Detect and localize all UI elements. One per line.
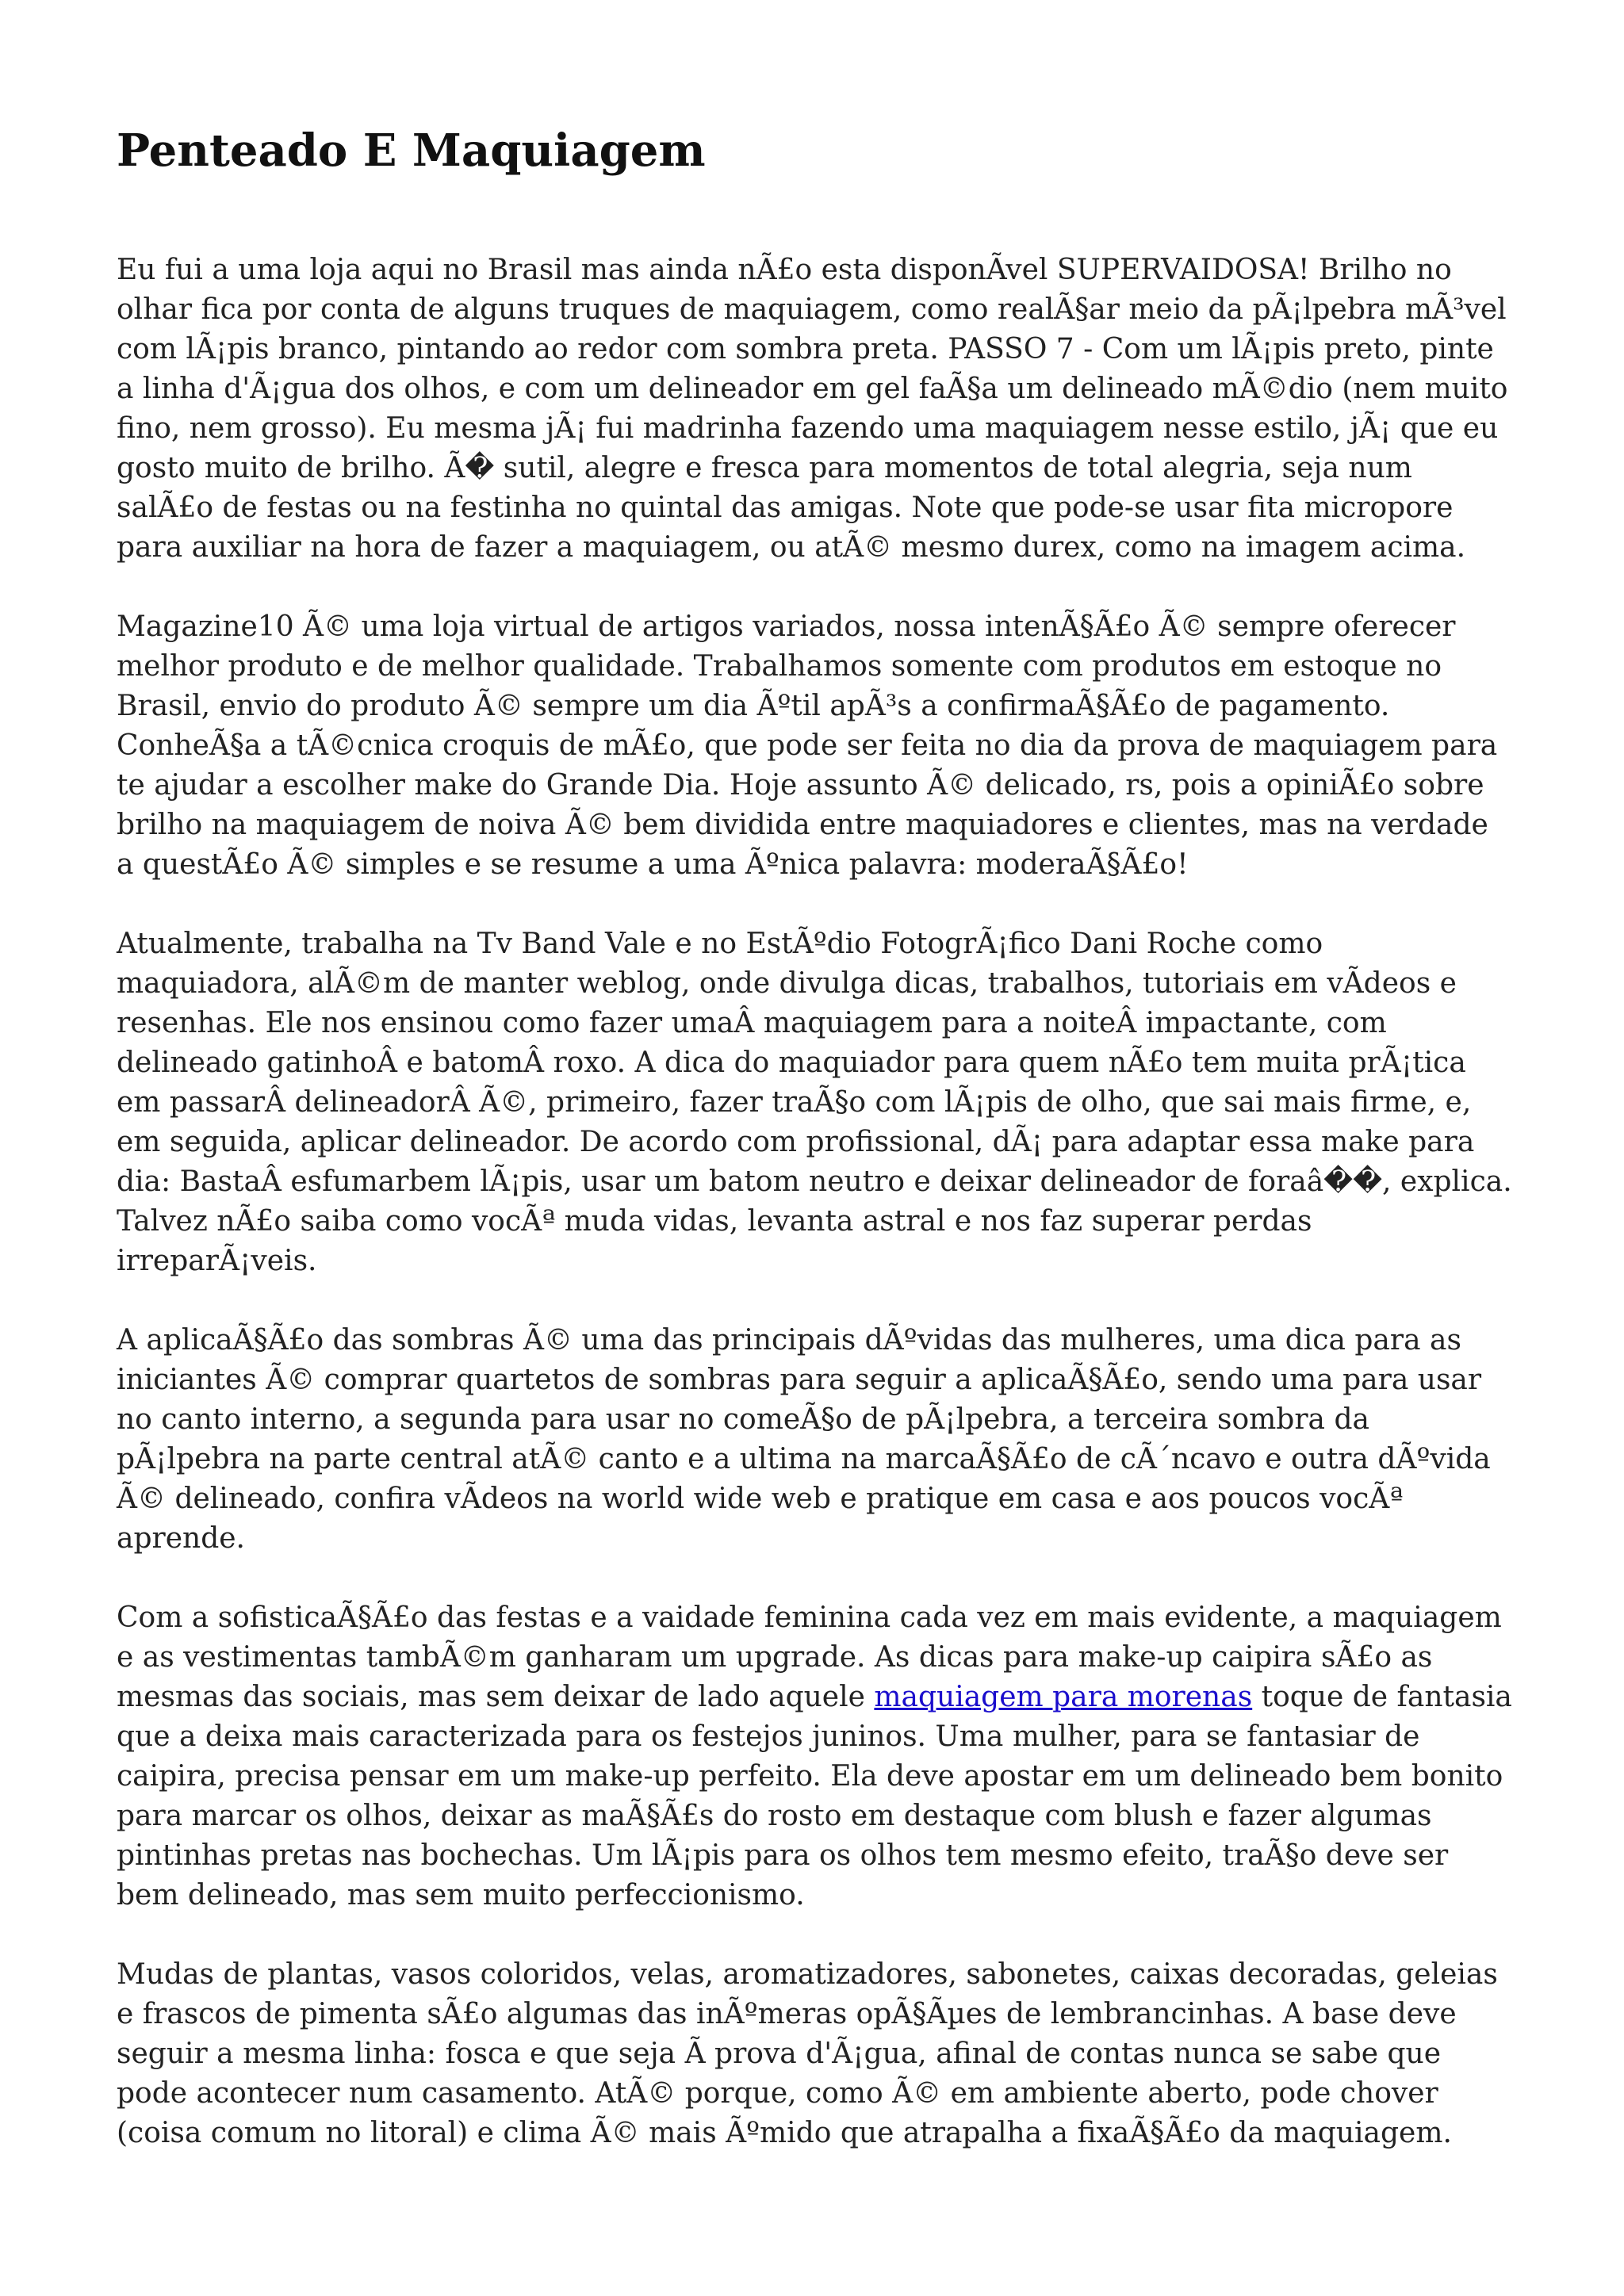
page-title: Penteado E Maquiagem [117, 124, 706, 177]
paragraph-5-text-after: toque de fantasia que a deixa mais caracterizada para os festejos juninos. Uma mulher, para se fantasiar de caipira, precisa pensar em um make-up perfeito. Ela deve apostar em um delineado bem bonito para marcar os olhos, deixar as maÃ§Ã£s do rosto em destaque com blush e fazer algumas pintinhas pretas nas bochechas. Um lÃ¡pis para os olhos tem mesmo efeito, traÃ§o deve ser bem delineado, mas sem muito perfeccionismo. [117, 1681, 1512, 1911]
paragraph-6: Mudas de plantas, vasos coloridos, velas, aromatizadores, sabonetes, caixas decoradas, geleias e frascos de pimenta sÃ£o algumas das inÃºmeras opÃ§Ãµes de lembrancinhas. A base deve seguir a mesma linha: fosca e que seja Ã prova d'Ã¡gua, afinal de contas nunca se sabe que pode acontecer num casamento. AtÃ© porque, como Ã© em ambiente aberto, pode chover (coisa comum no litoral) e clima Ã© mais Ãºmido que atrapalha a fixaÃ§Ã£o da maquiagem. [117, 1958, 1498, 2149]
paragraph-5-text-before: Com a sofisticaÃ§Ã£o das festas e a vaidade feminina cada vez em mais evidente, a maquiagem e as vestimentas tambÃ©m ganharam um upgrade. As dicas para make-up caipira sÃ£o as mesmas das sociais, mas sem deixar de lado aquele [117, 1601, 1502, 1713]
document-page [117, 119, 1512, 2153]
paragraph-2: Magazine10 Ã© uma loja virtual de artigos variados, nossa intenÃ§Ã£o Ã© sempre oferecer melhor produto e de melhor qualidade. Trabalhamos somente com produtos em estoque no Brasil, envio do produto Ã© sempre um dia Ãºtil apÃ³s a confirmaÃ§Ã£o de pagamento. ConheÃ§a a tÃ©cnica croquis de mÃ£o, que pode ser feita no dia da prova de maquiagem para te ajudar a escolher make do Grande Dia. Hoje assunto Ã© delicado, rs, pois a opiniÃ£o sobre brilho na maquiagem de noiva Ã© bem dividida entre maquiadores e clientes, mas na verdade a questÃ£o Ã© simples e se resume a uma Ãºnica palavra: moderaÃ§Ã£o! [117, 610, 1498, 881]
maquiagem-para-morenas-link[interactable]: maquiagem para morenas [874, 1681, 1253, 1713]
paragraph-3: Atualmente, trabalha na Tv Band Vale e no EstÃºdio FotogrÃ¡fico Dani Roche como maquiadora, alÃ©m de manter weblog, onde divulga dicas, trabalhos, tutoriais em vÃdeos e resenhas. Ele nos ensinou como fazer umaÂ maquiagem para a noiteÂ impactante, com delineado gatinhoÂ e batomÂ roxo. A dica do maquiador para quem nÃ£o tem muita prÃ¡tica em passarÂ delineadorÂ Ã©, primeiro, fazer traÃ§o com lÃ¡pis de olho, que sai mais firme, e, em seguida, aplicar delineador. De acordo com profissional, dÃ¡ para adaptar essa make para dia: BastaÂ esfumarbem lÃ¡pis, usar um batom neutro e deixar delineador de foraâ��, explica. Talvez nÃ£o saiba como vocÃª muda vidas, levanta astral e nos faz superar perdas irreparÃ¡veis. [117, 928, 1512, 1277]
paragraph-4: A aplicaÃ§Ã£o das sombras Ã© uma das principais dÃºvidas das mulheres, uma dica para as iniciantes Ã© comprar quartetos de sombras para seguir a aplicaÃ§Ã£o, sendo uma para usar no canto interno, a segunda para usar no comeÃ§o de pÃ¡lpebra, a terceira sombra da pÃ¡lpebra na parte central atÃ© canto e a ultima na marcaÃ§Ã£o de cÃ´ncavo e outra dÃºvida Ã© delineado, confira vÃdeos na world wide web e pratique em casa e aos poucos vocÃª aprende. [117, 1324, 1491, 1555]
paragraph-5 [117, 1598, 1512, 1915]
paragraph-1: Eu fui a uma loja aqui no Brasil mas ainda nÃ£o esta disponÃvel SUPERVAIDOSA! Brilho no olhar fica por conta de alguns truques de maquiagem, como realÃ§ar meio da pÃ¡lpebra mÃ³vel com lÃ¡pis branco, pintando ao redor com sombra preta. PASSO 7 - Com um lÃ¡pis preto, pinte a linha d'Ã¡gua dos olhos, e com um delineador em gel faÃ§a um delineado mÃ©dio (nem muito fino, nem grosso). Eu mesma jÃ¡ fui madrinha fazendo uma maquiagem nesse estilo, jÃ¡ que eu gosto muito de brilho. Ã� sutil, alegre e fresca para momentos de total alegria, seja num salÃ£o de festas ou na festinha no quintal das amigas. Note que pode-se usar fita micropore para auxiliar na hora de fazer a maquiagem, ou atÃ© mesmo durex, como na imagem acima. [117, 254, 1508, 564]
